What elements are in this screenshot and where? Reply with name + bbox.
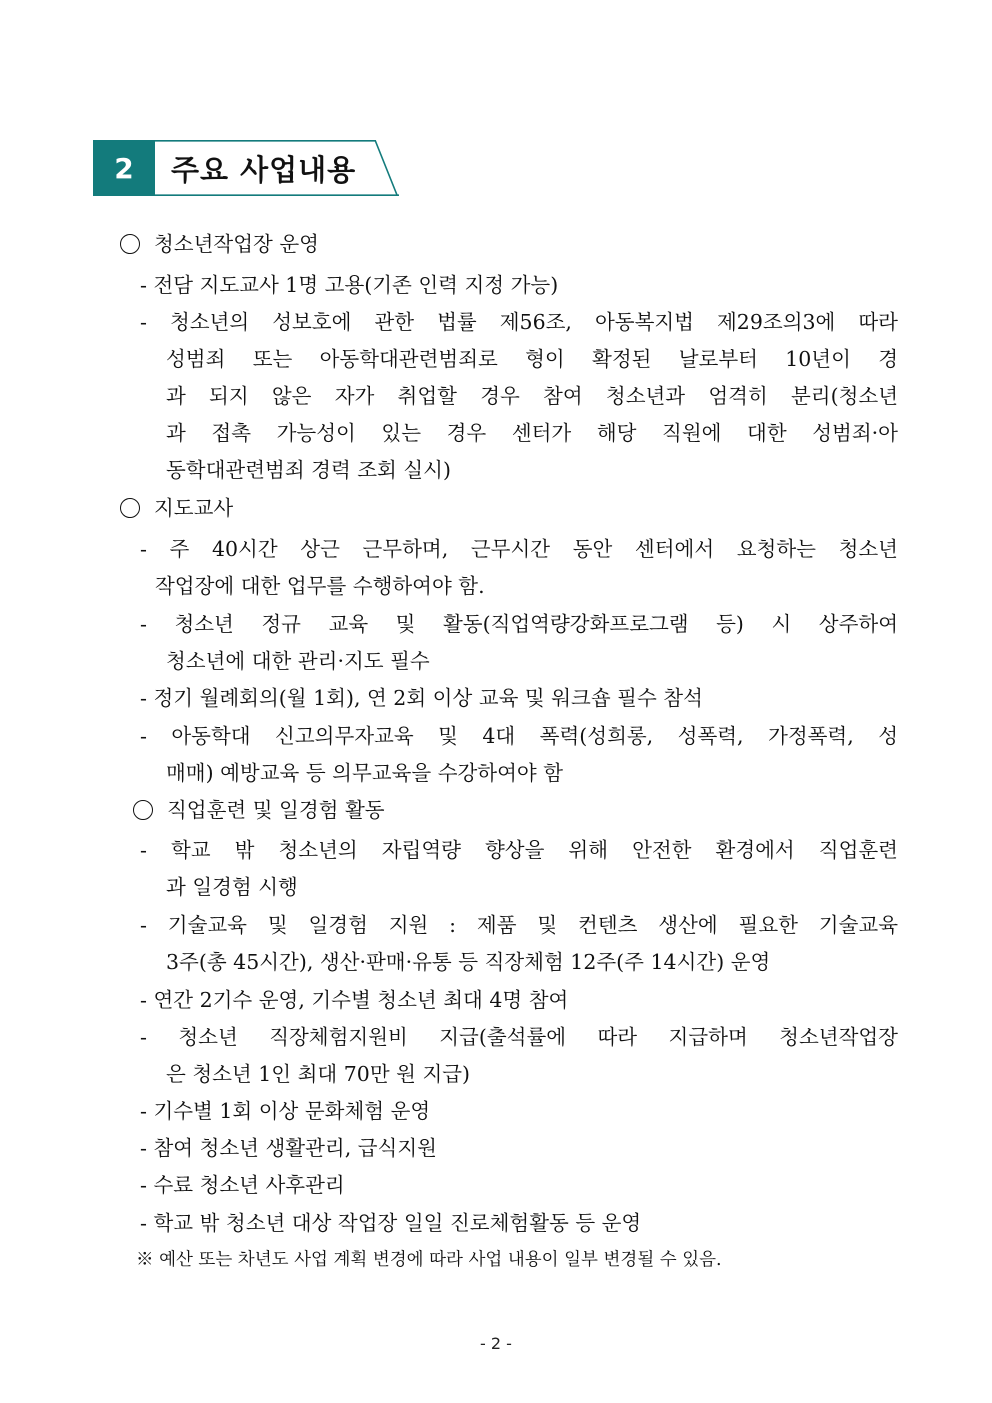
bullet-cohorts: - 연간 2기수 운영, 기수별 청소년 최대 4명 참여: [140, 988, 569, 1012]
heading-training: 직업훈련 및 일경험 활동: [133, 796, 385, 824]
bullet-worktime-line-2: 작업장에 대한 업무를 수행하여야 함.: [155, 574, 485, 598]
bullet-worktime-line-1: - 주 40시간 상근 근무하며, 근무시간 동안 센터에서 요청하는 청소년: [140, 537, 898, 561]
bullet-law-line-3: 과 되지 않은 자가 취업할 경우 참여 청소년과 엄격히 분리(청소년: [166, 384, 898, 408]
page-number: - 2 -: [480, 1334, 512, 1353]
bullet-skill-line-2: 3주(총 45시간), 생산·판매·유통 등 직장체험 12주(주 14시간) 운영: [166, 950, 771, 974]
bullet-meeting: - 정기 월례회의(월 1회), 연 2회 이상 교육 및 워크숍 필수 참석: [140, 686, 703, 710]
circle-bullet-icon: [133, 800, 153, 820]
bullet-allowance-line-2: 은 청소년 1인 최대 70만 원 지급): [166, 1062, 471, 1086]
section-title: 주요 사업내용: [171, 152, 357, 187]
circle-bullet-icon: [120, 234, 140, 254]
bullet-education-line-1: - 아동학대 신고의무자교육 및 4대 폭력(성희롱, 성폭력, 가정폭력, 성: [140, 724, 898, 748]
circle-bullet-icon: [120, 498, 140, 518]
bullet-culture: - 기수별 1회 이상 문화체험 운영: [140, 1099, 431, 1123]
bullet-life-management: - 참여 청소년 생활관리, 급식지원: [140, 1136, 437, 1160]
section-header: [93, 140, 399, 196]
bullet-education-line-2: 매매) 예방교육 등 의무교육을 수강하여야 함: [166, 761, 564, 785]
heading-workplace: 청소년작업장 운영: [120, 230, 319, 258]
bullet-law-line-1: - 청소년의 성보호에 관한 법률 제56조, 아동복지법 제29조의3에 따라: [140, 310, 898, 334]
bullet-skill-line-1: - 기술교육 및 일경험 지원 : 제품 및 컨텐츠 생산에 필요한 기술교육: [140, 913, 898, 937]
bullet-law-line-2: 성범죄 또는 아동학대관련범죄로 형이 확정된 날로부터 10년이 경: [166, 347, 898, 371]
section-number: 2: [93, 140, 155, 196]
bullet-career-experience: - 학교 밖 청소년 대상 작업장 일일 진로체험활동 등 운영: [140, 1211, 642, 1235]
bullet-followup: - 수료 청소년 사후관리: [140, 1173, 345, 1197]
heading-teacher: 지도교사: [120, 494, 233, 522]
footnote: ※ 예산 또는 차년도 사업 계획 변경에 따라 사업 내용이 일부 변경될 수 있음.: [136, 1250, 722, 1270]
bullet-resident-line-2: 청소년에 대한 관리·지도 필수: [166, 649, 430, 673]
bullet-resident-line-1: - 청소년 정규 교육 및 활동(직업역량강화프로그램 등) 시 상주하여: [140, 612, 898, 636]
bullet-law-line-5: 동학대관련범죄 경력 조회 실시): [166, 458, 451, 482]
bullet-teacher-hire: - 전담 지도교사 1명 고용(기존 인력 지정 가능): [140, 273, 559, 297]
bullet-selfreliance-line-2: 과 일경험 시행: [166, 875, 298, 899]
bullet-selfreliance-line-1: - 학교 밖 청소년의 자립역량 향상을 위해 안전한 환경에서 직업훈련: [140, 838, 898, 862]
bullet-allowance-line-1: - 청소년 직장체험지원비 지급(출석률에 따라 지급하며 청소년작업장: [140, 1025, 898, 1049]
bullet-law-line-4: 과 접촉 가능성이 있는 경우 센터가 해당 직원에 대한 성범죄·아: [166, 421, 898, 445]
